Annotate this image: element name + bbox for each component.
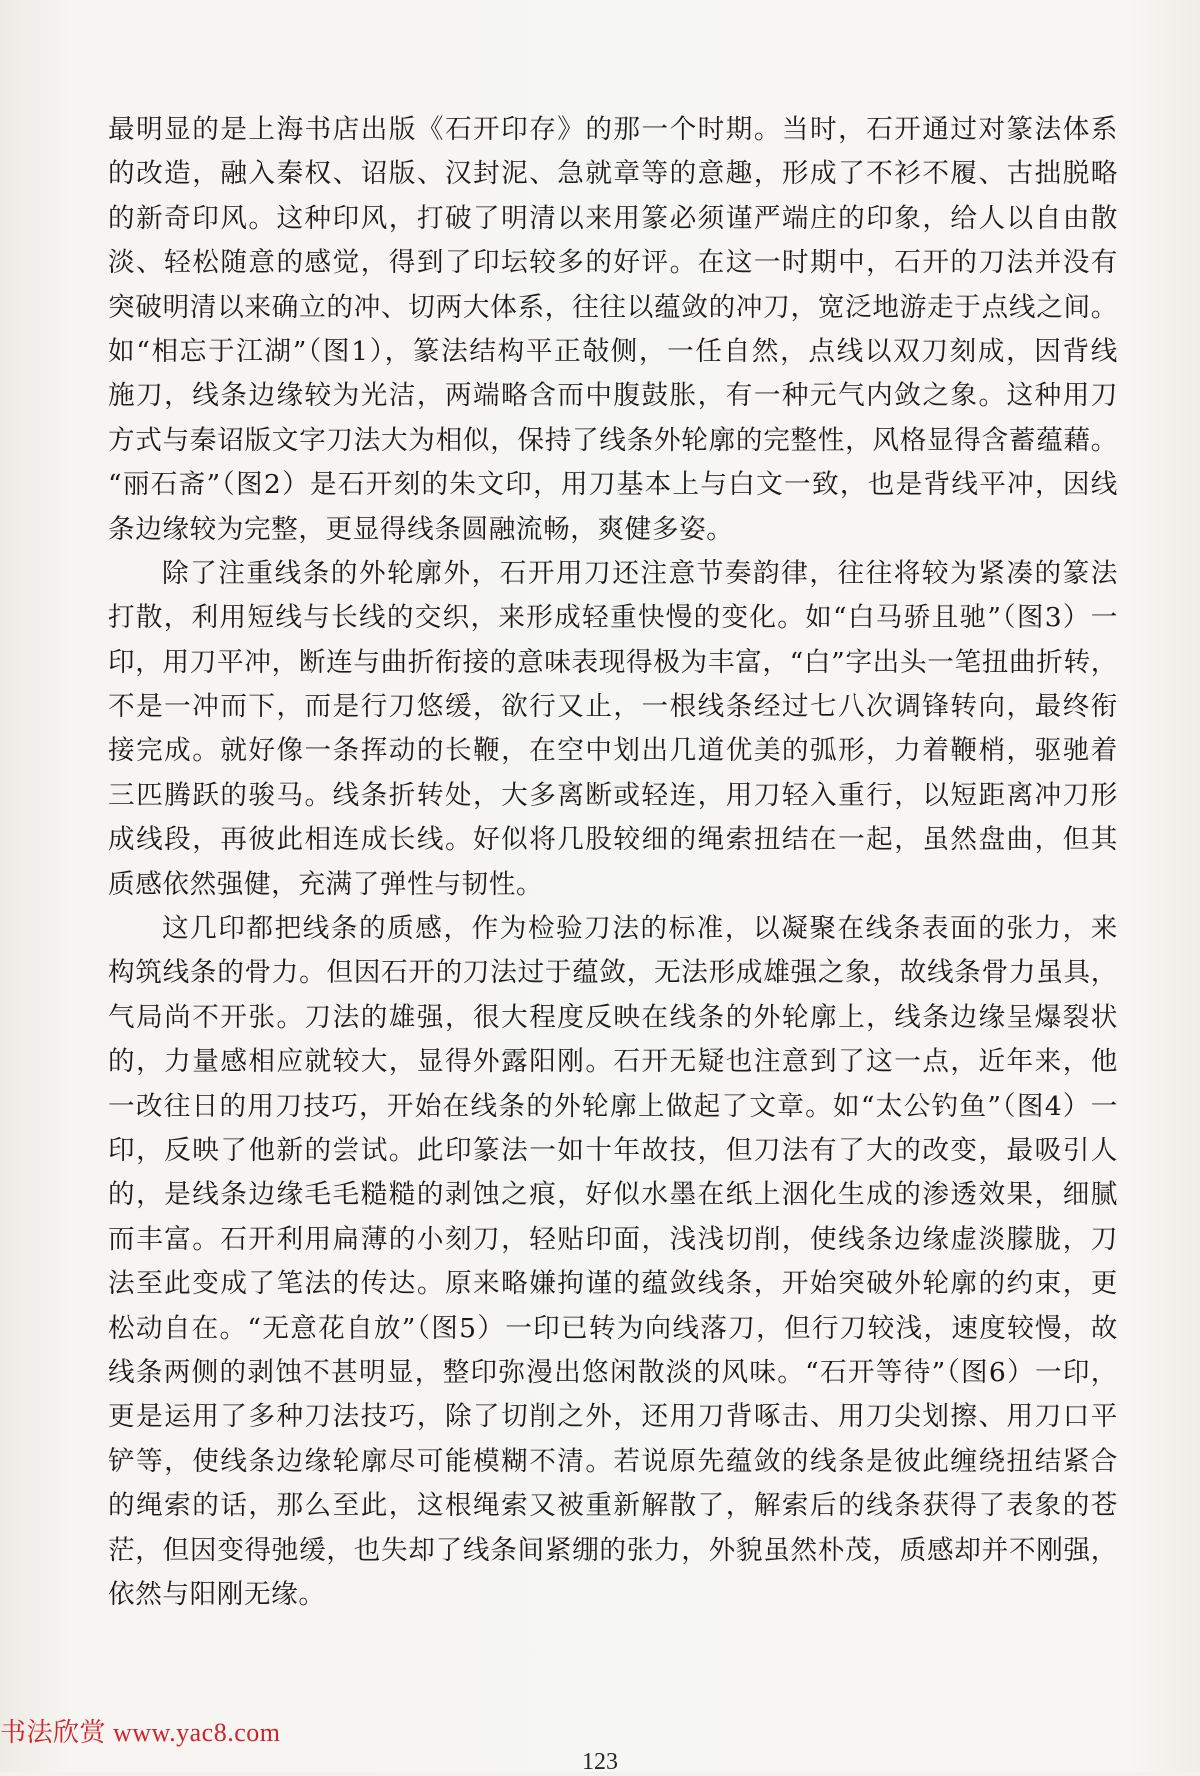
text-line: 淡、轻松随意的感觉，得到了印坛较多的好评。在这一时期中，石开的刀法并没有 [108, 247, 1118, 279]
text-line: 印，用刀平冲，断连与曲折衔接的意味表现得极为丰富，“白”字出头一笔扭曲折转， [108, 646, 1118, 678]
text-line: 三匹腾跃的骏马。线条折转处，大多离断或轻连，用刀轻入重行，以短距离冲刀形 [108, 779, 1118, 811]
text-line: 依然与阳刚无缘。 [108, 1578, 326, 1610]
text-line: 的，力量感相应就较大，显得外露阳刚。石开无疑也注意到了这一点，近年来，他 [108, 1046, 1118, 1078]
text-line: 施刀，线条边缘较为光洁，两端略含而中腹鼓胀，有一种元气内敛之象。这种用刀 [108, 380, 1118, 412]
text-line: 线条两侧的剥蚀不甚明显，整印弥漫出悠闲散淡的风味。“石开等待”（图6）一印， [108, 1356, 1118, 1388]
body-text [108, 108, 1118, 1617]
text-line: 一改往日的用刀技巧，开始在线条的外轮廓上做起了文章。如“太公钓鱼”（图4）一 [108, 1090, 1118, 1122]
text-line: 不是一冲而下，而是行刀悠缓，欲行又止，一根线条经过七八次调锋转向，最终衔 [108, 691, 1118, 723]
text-line: 最明显的是上海书店出版《石开印存》的那一个时期。当时，石开通过对篆法体系 [108, 114, 1118, 145]
text-line: 茫，但因变得弛缓，也失却了线条间紧绷的张力，外貌虽然朴茂，质感却并不刚强， [108, 1534, 1118, 1566]
text-line: 的改造，融入秦权、诏版、汉封泥、急就章等的意趣，形成了不衫不履、古拙脱略 [108, 158, 1118, 190]
paragraph-3 [108, 907, 1118, 1617]
paragraph-1 [108, 108, 1118, 552]
paragraph-2 [108, 552, 1118, 907]
text-line: 气局尚不开张。刀法的雄强，很大程度反映在线条的外轮廓上，线条边缘呈爆裂状 [108, 1001, 1118, 1033]
text-line: 印，反映了他新的尝试。此印篆法一如十年故技，但刀法有了大的改变，最吸引人 [108, 1134, 1118, 1166]
text-line: 打散，利用短线与长线的交织，来形成轻重快慢的变化。如“白马骄且驰”（图3）一 [108, 602, 1118, 634]
text-line: 这几印都把线条的质感，作为检验刀法的标准，以凝聚在线条表面的张力，来 [162, 913, 1118, 945]
watermark: 书法欣赏 www.yac8.com [0, 1718, 281, 1747]
text-line: 构筑线条的骨力。但因石开的刀法过于蕴敛，无法形成雄强之象，故线条骨力虽具， [108, 957, 1118, 989]
text-line: 的，是线条边缘毛毛糙糙的剥蚀之痕，好似水墨在纸上洇化生成的渗透效果，细腻 [108, 1179, 1118, 1211]
text-line: 而丰富。石开利用扁薄的小刻刀，轻贴印面，浅浅切削，使线条边缘虚淡朦胧，刀 [108, 1223, 1118, 1255]
text-line: 的新奇印风。这种印风，打破了明清以来用篆必须谨严端庄的印象，给人以自由散 [108, 202, 1118, 234]
text-line: 铲等，使线条边缘轮廓尽可能模糊不清。若说原先蕴敛的线条是彼此缠绕扭结紧合 [108, 1445, 1118, 1477]
text-line: 方式与秦诏版文字刀法大为相似，保持了线条外轮廓的完整性，风格显得含蓄蕴藉。 [108, 424, 1118, 456]
text-line: 松动自在。“无意花自放”（图5）一印已转为向线落刀，但行刀较浅，速度较慢，故 [108, 1312, 1118, 1344]
text-line: 条边缘较为完整，更显得线条圆融流畅，爽健多姿。 [108, 513, 734, 545]
page-number: 123 [582, 1749, 618, 1775]
text-line: 成线段，再彼此相连成长线。好似将几股较细的绳索扭结在一起，虽然盘曲，但其 [108, 824, 1118, 856]
text-line: 接完成。就好像一条挥动的长鞭，在空中划出几道优美的弧形，力着鞭梢，驱驰着 [108, 735, 1118, 767]
text-line: 法至此变成了笔法的传达。原来略嫌拘谨的蕴敛线条，开始突破外轮廓的约束，更 [108, 1268, 1118, 1300]
text-line: 突破明清以来确立的冲、切两大体系，往往以蕴敛的冲刀，宽泛地游走于点线之间。 [108, 291, 1118, 323]
text-line: 更是运用了多种刀法技巧，除了切削之外，还用刀背啄击、用刀尖划擦、用刀口平 [108, 1401, 1118, 1433]
text-line: 的绳索的话，那么至此，这根绳索又被重新解散了，解索后的线条获得了表象的苍 [108, 1490, 1118, 1522]
text-line: 质感依然强健，充满了弹性与韧性。 [108, 868, 544, 900]
text-line: 如“相忘于江湖”（图1），篆法结构平正敧侧，一任自然，点线以双刀刻成，因背线 [108, 335, 1118, 367]
text-line: 除了注重线条的外轮廓外，石开用刀还注意节奏韵律，往往将较为紧凑的篆法 [162, 557, 1118, 589]
text-line: “丽石斋”（图2）是石开刻的朱文印，用刀基本上与白文一致，也是背线平冲，因线 [108, 469, 1118, 501]
